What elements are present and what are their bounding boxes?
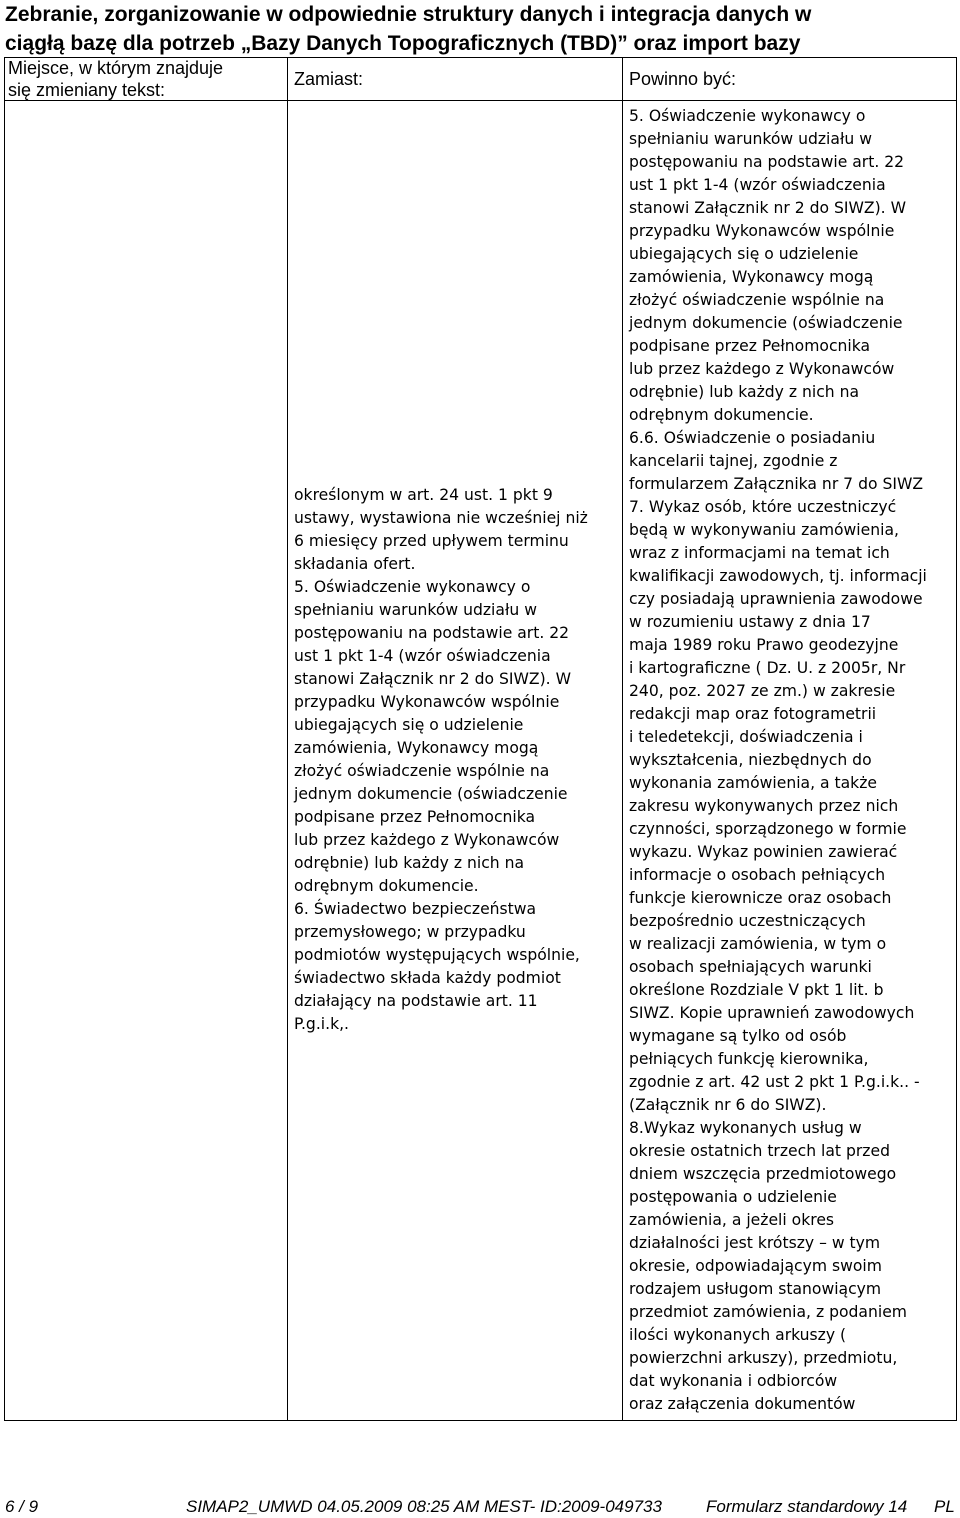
text-line: 5. Oświadczenie wykonawcy o — [294, 578, 531, 596]
text-line: P.g.i.k,. — [294, 1015, 350, 1033]
text-line: jednym dokumencie (oświadczenie — [629, 314, 903, 332]
text-line: przemysłowego; w przypadku — [294, 923, 526, 941]
text-line: podmiotów występujących wspólnie, — [294, 946, 580, 964]
text-line: powierzchni arkuszy), przedmiotu, — [629, 1349, 898, 1367]
text-line: postępowania o udzielenie — [629, 1188, 837, 1206]
footer-form-name: Formularz standardowy 14 — [706, 1497, 908, 1516]
header-place-line-2: się zmieniany tekst: — [8, 80, 166, 100]
text-line: rodzajem usługom stanowiącym — [629, 1280, 882, 1298]
text-line: postępowaniu na podstawie art. 22 — [294, 624, 570, 642]
text-line: (Załącznik nr 6 do SIWZ). — [629, 1096, 827, 1114]
text-line: złożyć oświadczenie wspólnie na — [629, 291, 885, 309]
text-line: spełnianiu warunków udziału w — [294, 601, 537, 619]
header-instead: Zamiast: — [294, 69, 364, 89]
should-be-text — [629, 105, 927, 1416]
text-line: postępowaniu na podstawie art. 22 — [629, 153, 905, 171]
text-line: zakresu wykonywanych przez nich — [629, 797, 899, 815]
text-line: 6.6. Oświadczenie o posiadaniu — [629, 429, 876, 447]
text-line: dat wykonania i odbiorców — [629, 1372, 838, 1390]
text-line: 5. Oświadczenie wykonawcy o — [629, 107, 866, 125]
column-divider-1 — [287, 58, 288, 1420]
document-title-line-2: ciągłą bazę dla potrzeb „Bazy Danych Topograficznych (TBD)” oraz import bazy — [5, 32, 801, 55]
text-line: osobach spełniających warunki — [629, 958, 872, 976]
text-line: 8.Wykaz wykonanych usług w — [629, 1119, 862, 1137]
text-line: wykształcenia, niezbędnych do — [629, 751, 872, 769]
text-line: 7. Wykaz osób, które uczestniczyć — [629, 498, 897, 516]
text-line: 240, poz. 2027 ze zm.) w zakresie — [629, 682, 896, 700]
text-line: ubiegających się o udzielenie — [629, 245, 859, 263]
text-line: spełnianiu warunków udziału w — [629, 130, 872, 148]
text-line: lub przez każdego z Wykonawców — [294, 831, 560, 849]
text-line: lub przez każdego z Wykonawców — [629, 360, 895, 378]
text-line: działający na podstawie art. 11 — [294, 992, 538, 1010]
text-line: wraz z informacjami na temat ich — [629, 544, 890, 562]
text-line: funkcje kierownicze oraz osobach — [629, 889, 892, 907]
text-line: pełniących funkcję kierownika, — [629, 1050, 869, 1068]
text-line: wykazu. Wykaz powinien zawierać — [629, 843, 898, 861]
text-line: odrębnym dokumencie. — [629, 406, 814, 424]
text-line: ubiegających się o udzielenie — [294, 716, 524, 734]
text-line: SIWZ. Kopie uprawnień zawodowych — [629, 1004, 915, 1022]
text-line: złożyć oświadczenie wspólnie na — [294, 762, 550, 780]
document-title — [5, 0, 955, 58]
text-line: kwalifikacji zawodowych, tj. informacji — [629, 567, 927, 585]
text-line: okresie ostatnich trzech lat przed — [629, 1142, 890, 1160]
text-line: podpisane przez Pełnomocnika — [629, 337, 871, 355]
text-line: w realizacji zamówienia, w tym o — [629, 935, 887, 953]
text-line: ust 1 pkt 1-4 (wzór oświadczenia — [294, 647, 551, 665]
header-should-be: Powinno być: — [629, 69, 737, 89]
text-line: czynności, sporządzonego w formie — [629, 820, 907, 838]
text-line: redakcji map oraz fotogrametrii — [629, 705, 877, 723]
text-line: wymagane są tylko od osób — [629, 1027, 847, 1045]
text-line: w rozumieniu ustawy z dnia 17 — [629, 613, 871, 631]
text-line: stanowi Załącznik nr 2 do SIWZ). W — [629, 199, 906, 217]
header-place-line-1: Miejsce, w którym znajduje — [8, 58, 224, 78]
text-line: czy posiadają uprawnienia zawodowe — [629, 590, 923, 608]
header-place — [8, 57, 223, 101]
column-divider-2 — [622, 58, 623, 1420]
text-line: oraz załączenia dokumentów — [629, 1395, 856, 1413]
text-line: formularzem Załącznika nr 7 do SIWZ — [629, 475, 924, 493]
text-line: i teledetekcji, doświadczenia i — [629, 728, 863, 746]
text-line: zamówienia, a jeżeli okres — [629, 1211, 835, 1229]
text-line: zamówienia, Wykonawcy mogą — [629, 268, 874, 286]
text-line: odrębnie) lub każdy z nich na — [294, 854, 525, 872]
text-line: określonym w art. 24 ust. 1 pkt 9 — [294, 486, 553, 504]
footer-page-number: 6 / 9 — [5, 1497, 39, 1516]
text-line: dniem wszczęcia przedmiotowego — [629, 1165, 897, 1183]
text-line: odrębnie) lub każdy z nich na — [629, 383, 860, 401]
text-line: składania ofert. — [294, 555, 416, 573]
text-line: ustawy, wystawiona nie wcześniej niż — [294, 509, 588, 527]
text-line: zamówienia, Wykonawcy mogą — [294, 739, 539, 757]
text-line: podpisane przez Pełnomocnika — [294, 808, 536, 826]
text-line: świadectwo składa każdy podmiot — [294, 969, 561, 987]
text-line: bezpośrednio uczestniczących — [629, 912, 866, 930]
text-line: będą w wykonywaniu zamówienia, — [629, 521, 899, 539]
text-line: przedmiot zamówienia, z podaniem — [629, 1303, 907, 1321]
text-line: działalności jest krótszy – w tym — [629, 1234, 881, 1252]
text-line: ust 1 pkt 1-4 (wzór oświadczenia — [629, 176, 886, 194]
instead-text — [294, 484, 588, 1036]
changes-table — [4, 57, 957, 1421]
text-line: wykonania zamówienia, a także — [629, 774, 877, 792]
text-line: kancelarii tajnej, zgodnie z — [629, 452, 838, 470]
text-line: maja 1989 roku Prawo geodezyjne — [629, 636, 899, 654]
text-line: odrębnym dokumencie. — [294, 877, 479, 895]
text-line: okresie, odpowiadającym swoim — [629, 1257, 882, 1275]
footer-language: PL — [934, 1497, 955, 1516]
text-line: 6. Świadectwo bezpieczeństwa — [294, 900, 537, 918]
text-line: informacje o osobach pełniących — [629, 866, 886, 884]
text-line: zgodnie z art. 42 ust 2 pkt 1 P.g.i.k.. - — [629, 1073, 920, 1091]
footer-document-id: SIMAP2_UMWD 04.05.2009 08:25 AM MEST- ID:2009-049733 — [186, 1497, 662, 1516]
text-line: przypadku Wykonawców wspólnie — [294, 693, 560, 711]
text-line: określone Rozdziale V pkt 1 lit. b — [629, 981, 884, 999]
document-title-line-1: Zebranie, zorganizowanie w odpowiednie struktury danych i integracja danych w — [5, 3, 812, 26]
text-line: stanowi Załącznik nr 2 do SIWZ). W — [294, 670, 571, 688]
text-line: 6 miesięcy przed upływem terminu — [294, 532, 569, 550]
text-line: przypadku Wykonawców wspólnie — [629, 222, 895, 240]
text-line: ilości wykonanych arkuszy ( — [629, 1326, 847, 1344]
text-line: jednym dokumencie (oświadczenie — [294, 785, 568, 803]
text-line: i kartograficzne ( Dz. U. z 2005r, Nr — [629, 659, 906, 677]
